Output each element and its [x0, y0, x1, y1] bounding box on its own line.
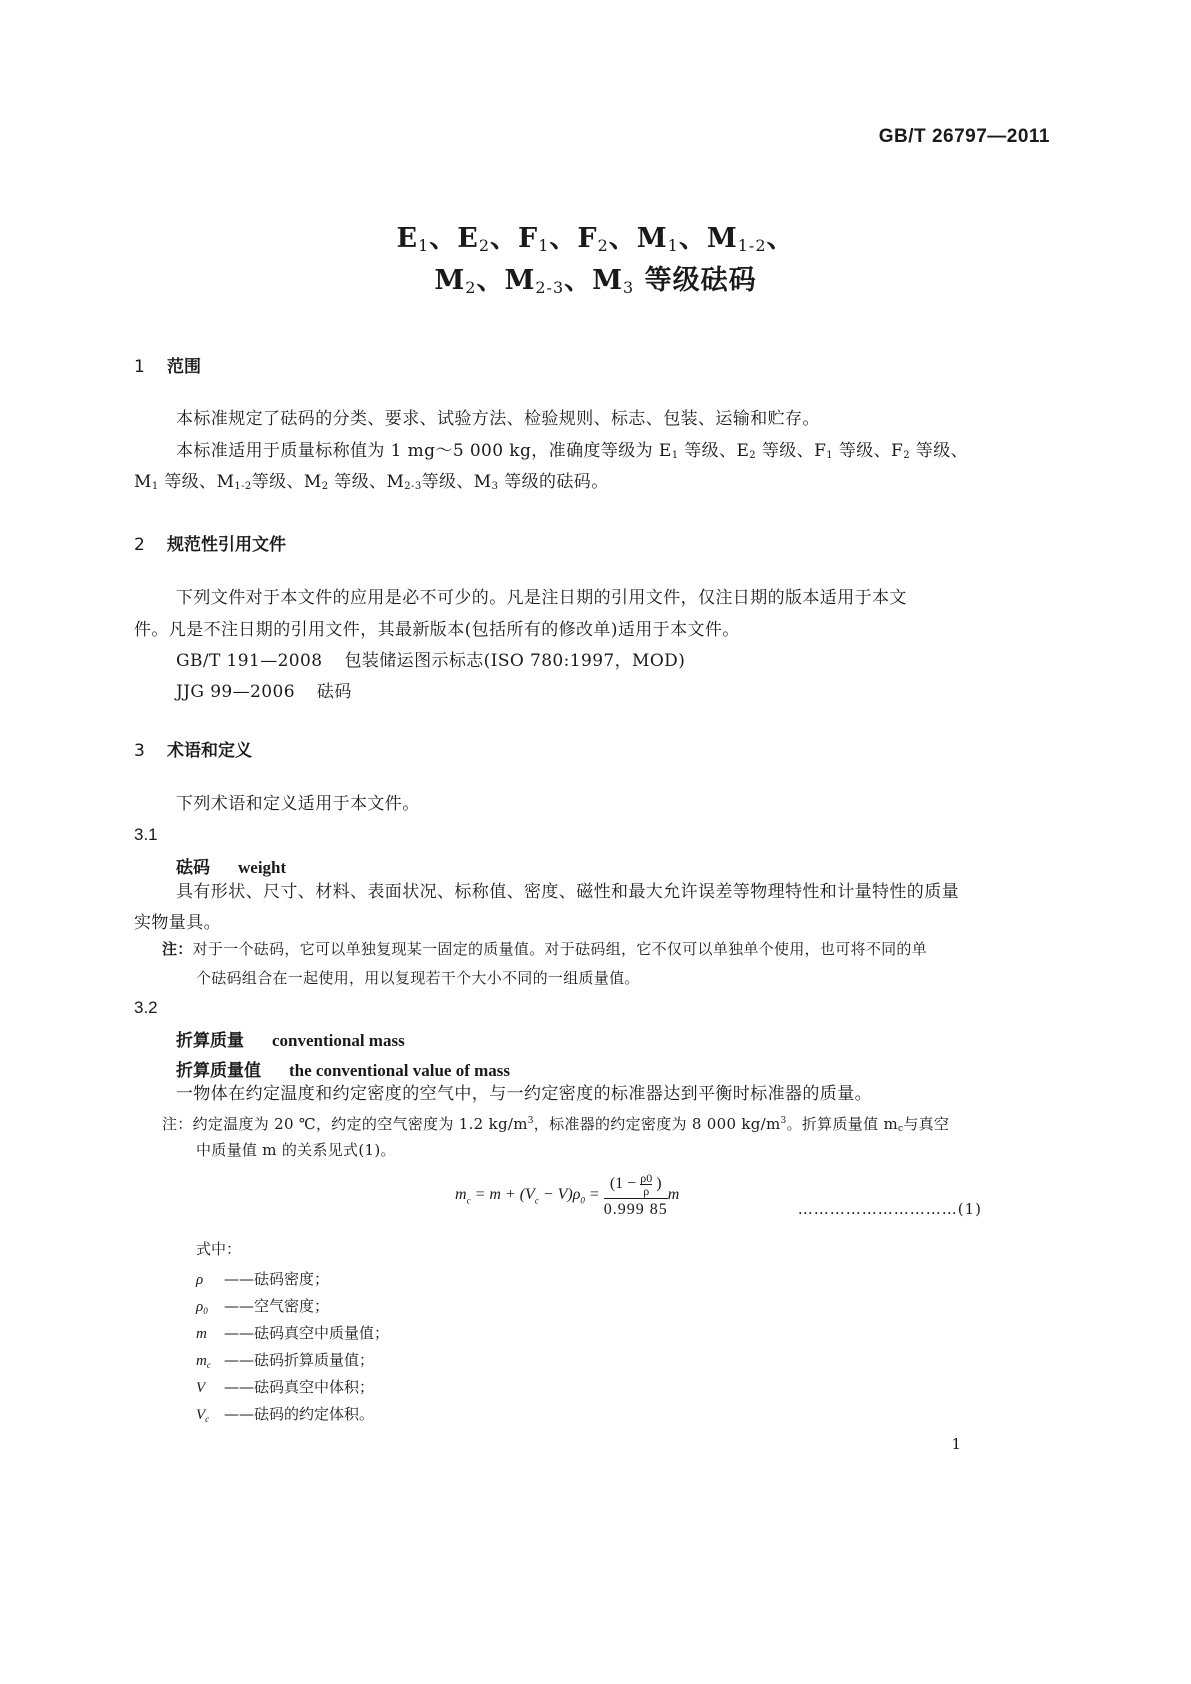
section-2-para-1: 下列文件对于本文件的应用是必不可少的。凡是注日期的引用文件，仅注日期的版本适用于本文: [176, 588, 907, 608]
variable-definition: $V_c$ ——砝码的约定体积。: [196, 1405, 375, 1424]
section-1-para-2-cont: $M_1$ 等级、$M_{1-2}$等级、$M_2$ 等级、$M_{2-3}$等级、$M_3$ 等级的砝码。: [134, 472, 609, 492]
formula-inner-fraction: $\frac{\rho 0}{\rho}$: [640, 1171, 653, 1198]
term-number-3-1: 3.1: [134, 825, 158, 844]
term-weight: 砝码 weight: [176, 858, 287, 878]
variable-definition: $m_c$ ——砝码折算质量值；: [196, 1351, 375, 1370]
section-3-intro: 下列术语和定义适用于本文件。: [176, 794, 420, 814]
term-conventional-value-of-mass: 折算质量值 the conventional value of mass: [176, 1061, 510, 1081]
title-line-2: $M_2$、$M_{2-3}$、$M_3$ 等级砝码: [434, 265, 757, 297]
reference-item: JJG 99—2006 砝码: [176, 682, 352, 702]
title-line-1: $E_1$、$E_2$、$F_1$、$F_2$、$M_1$、$M_{1-2}$、: [396, 223, 795, 255]
section-2-heading: 2 规范性引用文件: [134, 535, 286, 555]
formula-1: $m_c = m + (V_c - V)\rho_0$ = (1 − $\frac{\rho 0}{\rho}$ ) 0.999 85 m: [455, 1171, 680, 1218]
formula-fraction: (1 − $\frac{\rho 0}{\rho}$ ) 0.999 85: [603, 1171, 668, 1218]
section-1-para-1: 本标准规定了砝码的分类、要求、试验方法、检验规则、标志、包装、运输和贮存。: [176, 409, 820, 429]
section-2-para-1-cont: 件。凡是不注日期的引用文件，其最新版本(包括所有的修改单)适用于本文件。: [134, 620, 740, 640]
term-number-3-2: 3.2: [134, 998, 158, 1017]
term-3-2-note-cont: 中质量值 m 的关系见式(1)。: [196, 1141, 396, 1159]
term-3-2-definition: 一物体在约定温度和约定密度的空气中，与一约定密度的标准器达到平衡时标准器的质量。: [176, 1084, 872, 1104]
variable-definition: m ——砝码真空中质量值；: [196, 1324, 390, 1342]
reference-item: GB/T 191—2008 包装储运图示标志(ISO 780:1997，MOD): [176, 651, 686, 671]
term-3-1-note-cont: 个砝码组合在一起使用，用以复现若干个大小不同的一组质量值。: [196, 969, 640, 987]
term-3-1-definition-cont: 实物量具。: [134, 913, 221, 933]
variable-definition: ρ ——砝码密度；: [196, 1270, 330, 1288]
section-1-heading: 1 范围: [134, 357, 201, 377]
term-3-1-note: 注：对于一个砝码，它可以单独复现某一固定的质量值。对于砝码组，它不仅可以单独单个使用，也可将不同的单: [162, 940, 928, 958]
variable-definition: $\rho_0$ ——空气密度；: [196, 1297, 330, 1316]
standard-number: GB/T 26797—2011: [878, 126, 1050, 147]
section-3-heading: 3 术语和定义: [134, 741, 252, 761]
variable-definition: V ——砝码真空中体积；: [196, 1378, 375, 1396]
term-conventional-mass: 折算质量 conventional mass: [176, 1031, 405, 1051]
where-label: 式中：: [196, 1240, 242, 1258]
term-3-2-note: 注：约定温度为 20 ℃，约定的空气密度为 1.2 $kg/m^3$，标准器的约定密度为 8 000 $kg/m^3$。折算质量值 $m_c$与真空: [162, 1115, 950, 1134]
formula-1-number: …………………………(1): [797, 1200, 982, 1218]
term-3-1-definition: 具有形状、尺寸、材料、表面状况、标称值、密度、磁性和最大允许误差等物理特性和计量特性的质量: [176, 882, 959, 902]
page-number: 1: [951, 1435, 961, 1453]
section-1-para-2: 本标准适用于质量标称值为 1 mg～5 000 kg，准确度等级为 $E_1$ 等级、$E_2$ 等级、$F_1$ 等级、$F_2$ 等级、: [176, 441, 969, 461]
